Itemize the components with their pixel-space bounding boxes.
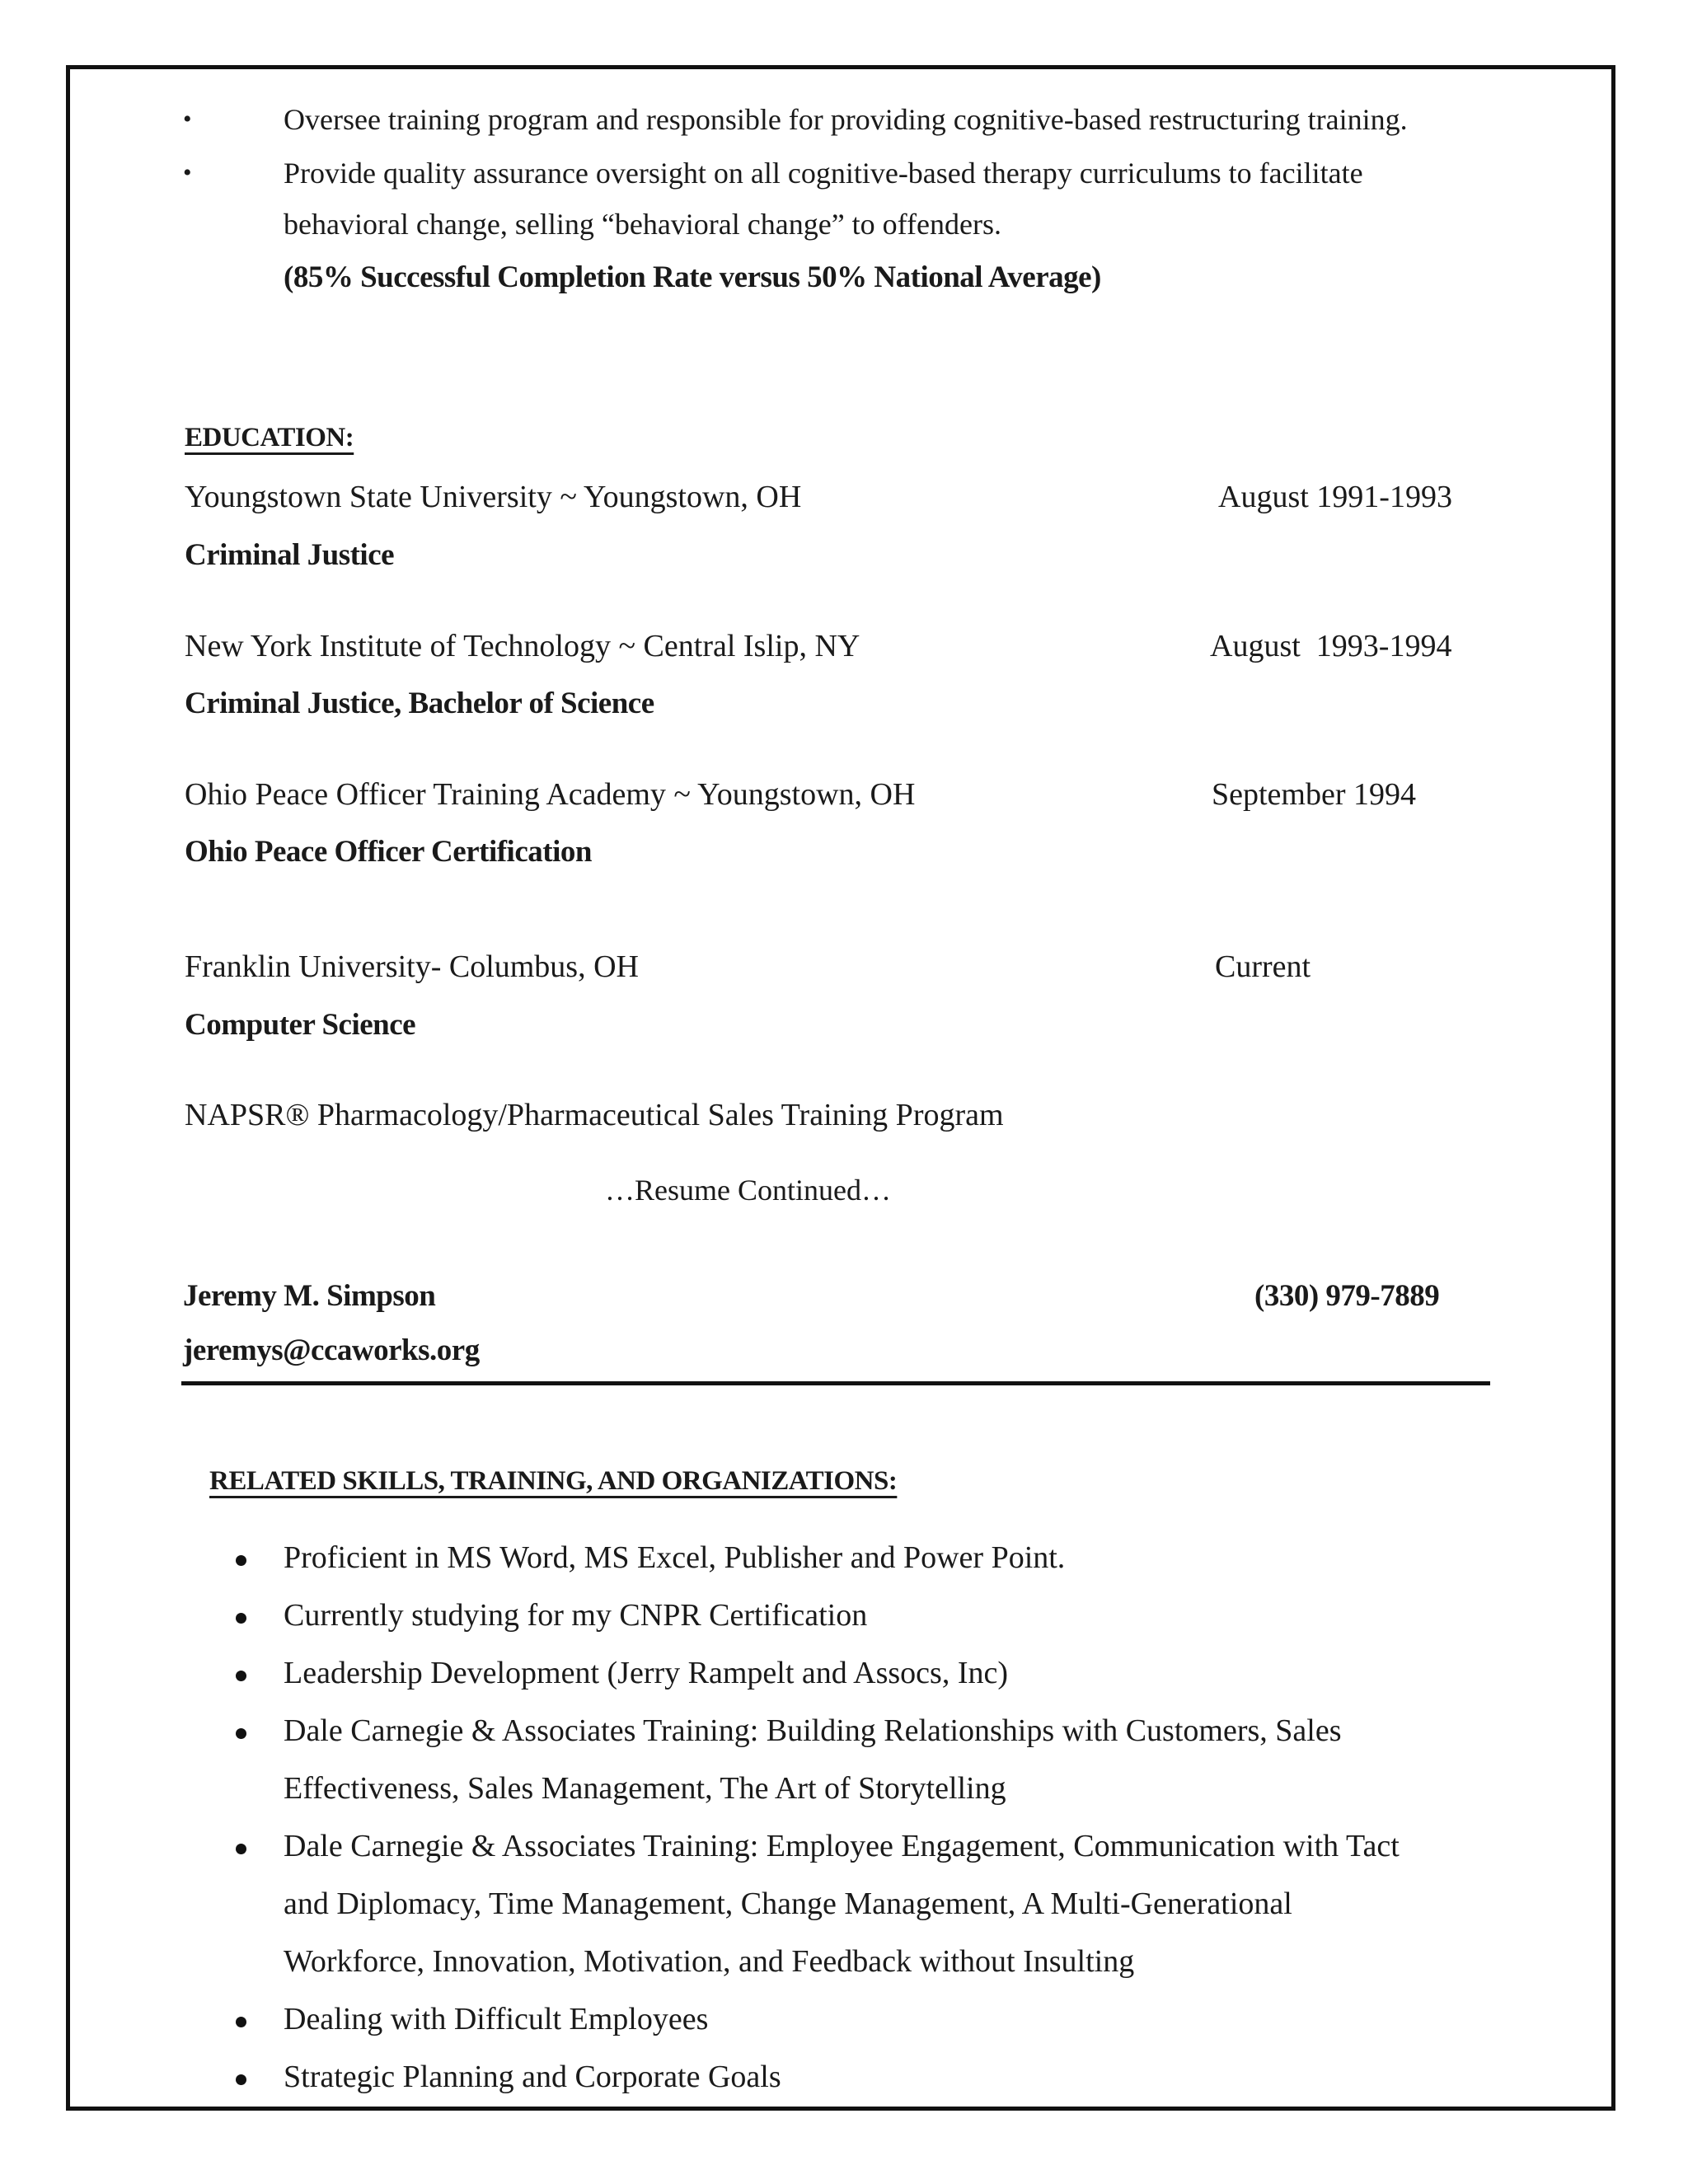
skill-item: Leadership Development (Jerry Rampelt and Assocs, Inc) <box>284 1656 1009 1690</box>
header-divider <box>181 1381 1490 1385</box>
bullet-marker <box>236 1844 246 1854</box>
resume-continued: …Resume Continued… <box>605 1174 891 1207</box>
skill-item: Strategic Planning and Corporate Goals <box>284 2060 781 2094</box>
skill-item-continuation: Effectiveness, Sales Management, The Art of Storytelling <box>284 1771 1006 1806</box>
bullet-marker <box>236 1728 246 1739</box>
education-institution: Franklin University- Columbus, OH <box>185 949 639 984</box>
education-date: August 1991-1993 <box>1218 480 1452 514</box>
education-institution: Ohio Peace Officer Training Academy ~ Youngstown, OH <box>185 777 916 812</box>
skill-item: Dale Carnegie & Associates Training: Building Relationships with Customers, Sales <box>284 1713 1342 1748</box>
bullet-marker <box>236 1613 246 1624</box>
skill-item-continuation: Workforce, Innovation, Motivation, and Feedback without Insulting <box>284 1944 1135 1979</box>
skills-heading: RELATED SKILLS, TRAINING, AND ORGANIZATIONS: <box>209 1466 898 1496</box>
education-program: Criminal Justice <box>185 538 395 572</box>
completion-note: (85% Successful Completion Rate versus 50% National Average) <box>284 260 1101 294</box>
duty-text: behavioral change, selling “behavioral change” to offenders. <box>284 208 1001 241</box>
skill-item-continuation: and Diplomacy, Time Management, Change Management, A Multi-Generational <box>284 1886 1292 1921</box>
education-date: September 1994 <box>1212 777 1417 812</box>
education-program: Computer Science <box>185 1008 416 1042</box>
duty-text: Provide quality assurance oversight on all cognitive-based therapy curriculums to facilitate <box>284 157 1363 190</box>
bullet-marker <box>236 1555 246 1566</box>
education-institution: Youngstown State University ~ Youngstown, OH <box>185 480 802 514</box>
skill-item: Proficient in MS Word, MS Excel, Publisher and Power Point. <box>284 1540 1066 1575</box>
skill-item: Dale Carnegie & Associates Training: Employee Engagement, Communication with Tact <box>284 1829 1400 1863</box>
bullet-marker <box>236 1671 246 1681</box>
contact-email[interactable]: jeremys@ccaworks.org <box>183 1333 480 1367</box>
bullet-marker: • <box>183 159 192 186</box>
bullet-marker <box>236 2074 246 2085</box>
skill-item: Dealing with Difficult Employees <box>284 2002 709 2036</box>
contact-name: Jeremy M. Simpson <box>183 1279 436 1313</box>
duty-text: Oversee training program and responsible for providing cognitive-based restructuring training. <box>284 103 1408 136</box>
education-extra: NAPSR® Pharmacology/Pharmaceutical Sales Training Program <box>185 1098 1004 1132</box>
education-date: August 1993-1994 <box>1210 629 1452 663</box>
bullet-marker <box>236 2017 246 2027</box>
bullet-marker: • <box>183 105 192 133</box>
skill-item: Currently studying for my CNPR Certification <box>284 1598 868 1633</box>
education-institution: New York Institute of Technology ~ Central Islip, NY <box>185 629 860 663</box>
education-date: Current <box>1215 949 1311 984</box>
education-program: Ohio Peace Officer Certification <box>185 835 592 869</box>
education-heading: EDUCATION: <box>185 423 354 452</box>
contact-phone: (330) 979-7889 <box>1254 1279 1440 1313</box>
education-program: Criminal Justice, Bachelor of Science <box>185 687 654 720</box>
